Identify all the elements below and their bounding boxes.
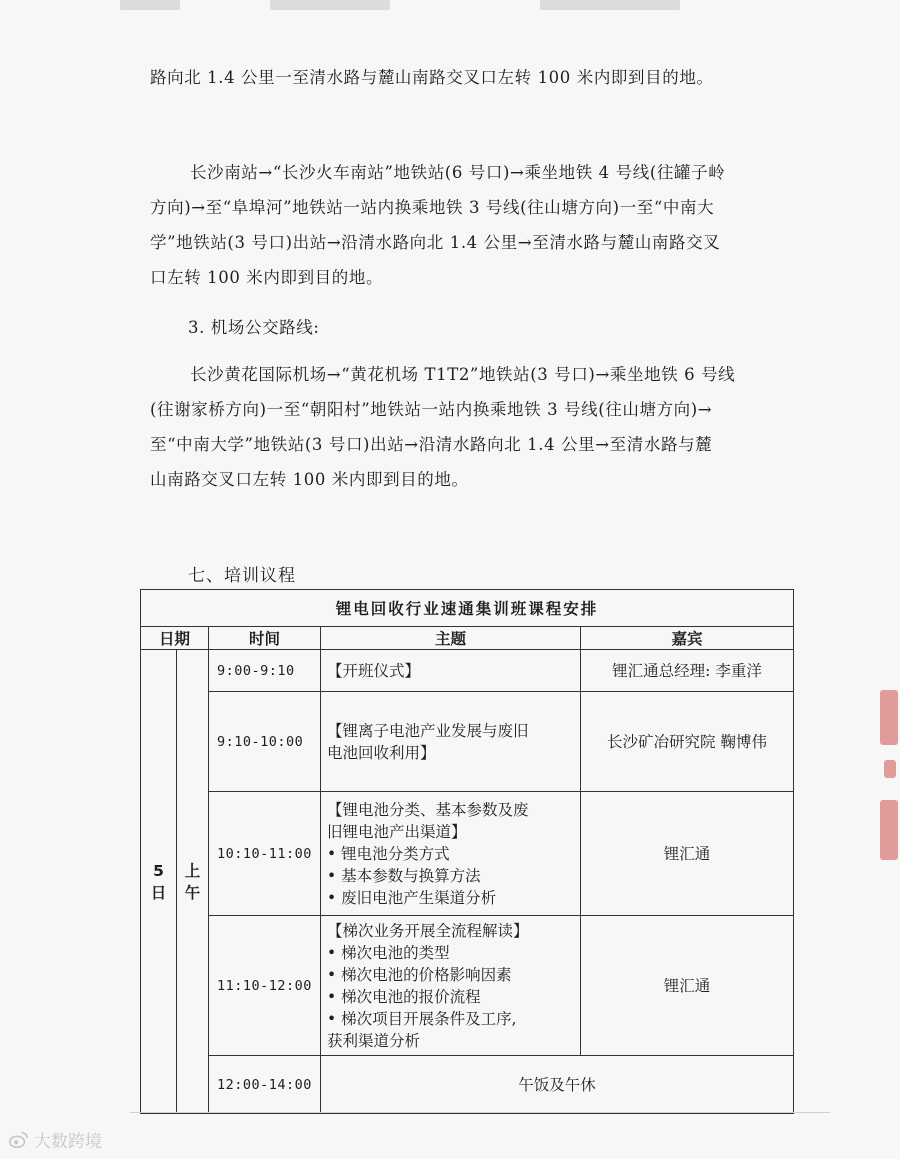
- header-topic: 主题: [321, 627, 581, 650]
- header-guest: 嘉宾: [581, 627, 794, 650]
- table-row: [141, 916, 794, 1056]
- section-heading: 七、培训议程: [188, 566, 296, 586]
- topic-line: • 梯次电池的报价流程: [327, 987, 481, 1006]
- text-line: 长沙黄花国际机场→“黄花机场 T1T2”地铁站(3 号口)→乘坐地铁 6 号线: [190, 365, 736, 384]
- text-line: 长沙南站→“长沙火车南站”地铁站(6 号口)→乘坐地铁 4 号线(往罐子岭: [190, 163, 726, 182]
- red-seal-fragment: [876, 690, 900, 870]
- topic-line: • 基本参数与换算方法: [327, 866, 481, 885]
- topic-line: 获利渠道分析: [327, 1031, 421, 1050]
- topic-line: 【锂离子电池产业发展与废旧: [327, 721, 529, 740]
- text-line: 至“中南大学”地铁站(3 号口)出站→沿清水路向北 1.4 公里→至清水路与麓: [150, 435, 713, 454]
- day-cell: 5 日: [141, 650, 177, 1114]
- schedule-title: 锂电回收行业速通集训班课程安排: [141, 590, 794, 627]
- time-cell: 11:10-12:00: [209, 916, 321, 1056]
- text-line: 路向北 1.4 公里一至清水路与麓山南路交叉口左转 100 米内即到目的地。: [150, 68, 714, 87]
- time-cell: 12:00-14:00: [209, 1056, 321, 1114]
- topic-line: 【开班仪式】: [327, 661, 421, 680]
- topic-cell: [321, 692, 581, 792]
- cropped-previous-line: [120, 0, 680, 14]
- time-cell: 10:10-11:00: [209, 792, 321, 916]
- time-cell: 9:10-10:00: [209, 692, 321, 792]
- paragraph-south-station-route: [150, 155, 725, 295]
- period-cell: 上 午: [177, 650, 209, 1114]
- table-row: [141, 692, 794, 792]
- text-line: 山南路交叉口左转 100 米内即到目的地。: [150, 470, 469, 489]
- paragraph-route-end: [150, 60, 714, 95]
- header-time: 时间: [209, 627, 321, 650]
- topic-line: • 梯次项目开展条件及工序,: [327, 1009, 517, 1028]
- heading-text: 3. 机场公交路线:: [188, 318, 320, 337]
- text-line: 口左转 100 米内即到目的地。: [150, 268, 384, 287]
- guest-cell: [581, 650, 794, 692]
- topic-line: 旧锂电池产出渠道】: [327, 822, 467, 841]
- lunch-cell: 午饭及午休: [321, 1056, 794, 1114]
- header-date: 日期: [141, 627, 209, 650]
- guest-line: 锂汇通: [663, 844, 711, 863]
- topic-cell: [321, 916, 581, 1056]
- page-bottom-rule: [130, 1112, 830, 1113]
- guest-line: 锂汇通: [663, 976, 711, 995]
- guest-line: 鞠博伟: [720, 732, 767, 751]
- guest-cell: [581, 692, 794, 792]
- topic-line: • 锂电池分类方式: [327, 844, 450, 863]
- text-line: 方向)→至“阜埠河”地铁站一站内换乘地铁 3 号线(往山塘方向)一至“中南大: [150, 198, 715, 217]
- topic-line: • 废旧电池产生渠道分析: [327, 888, 497, 907]
- topic-line: 【梯次业务开展全流程解读】: [327, 921, 529, 940]
- guest-line: 长沙矿冶研究院: [607, 732, 716, 751]
- guest-line: 锂汇通总经理: 李重洋: [612, 661, 762, 680]
- weibo-icon: [8, 1129, 30, 1151]
- time-cell: 9:00-9:10: [209, 650, 321, 692]
- text-line: 学”地铁站(3 号口)出站→沿清水路向北 1.4 公里→至清水路与麓山南路交叉: [150, 233, 721, 252]
- topic-cell: [321, 792, 581, 916]
- topic-cell: [321, 650, 581, 692]
- table-row: [141, 792, 794, 916]
- airport-route-heading: [188, 310, 320, 345]
- watermark: [8, 1127, 102, 1152]
- topic-line: 电池回收利用】: [327, 743, 436, 762]
- topic-line: 【锂电池分类、基本参数及废: [327, 800, 529, 819]
- topic-line: • 梯次电池的价格影响因素: [327, 965, 512, 984]
- paragraph-airport-route: [150, 357, 735, 497]
- guest-cell: [581, 792, 794, 916]
- watermark-text: 大数跨境: [34, 1132, 102, 1152]
- text-line: (往谢家桥方向)一至“朝阳村”地铁站一站内换乘地铁 3 号线(往山塘方向)→: [150, 400, 713, 419]
- table-row: [141, 650, 794, 692]
- schedule-table: [140, 589, 794, 1114]
- guest-cell: [581, 916, 794, 1056]
- topic-line: • 梯次电池的类型: [327, 943, 450, 962]
- table-row: [141, 1056, 794, 1114]
